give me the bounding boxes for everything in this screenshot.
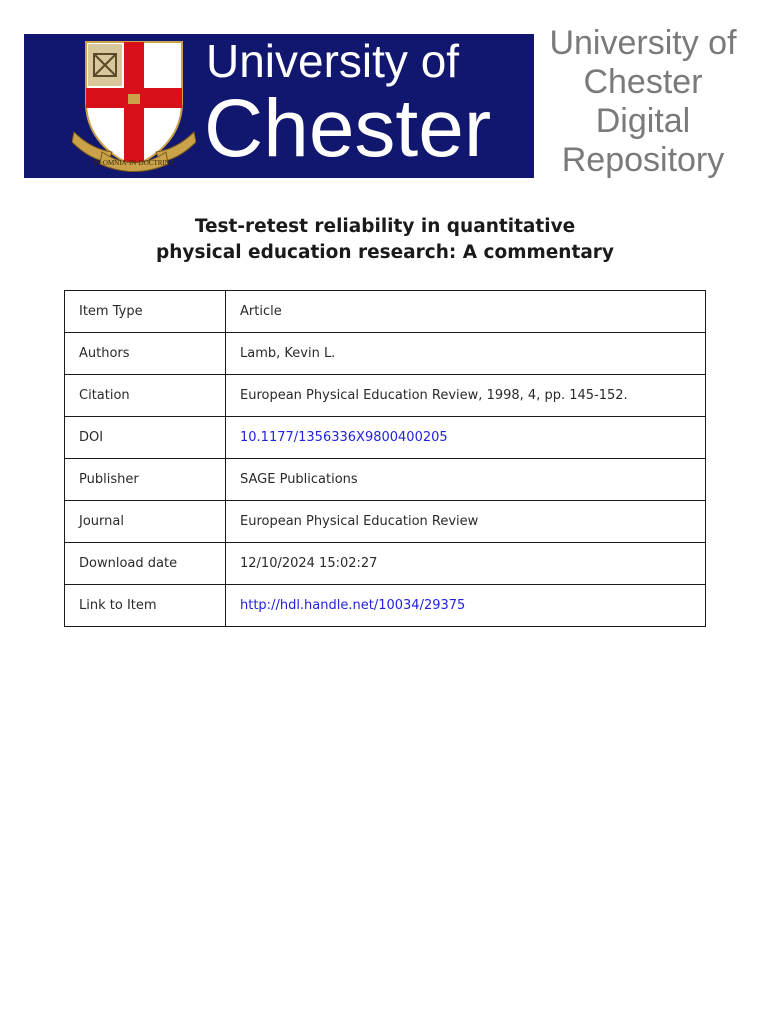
item-type-value: Article	[226, 291, 706, 333]
citation-value: European Physical Education Review, 1998, 4, pp. 145-152.	[226, 375, 706, 417]
metadata-table	[64, 290, 706, 627]
authors-value: Lamb, Kevin L.	[226, 333, 706, 375]
doi-cell	[226, 417, 706, 459]
document-title-line: Test-retest reliability in quantitative	[194, 216, 576, 237]
authors-label: Authors	[65, 333, 226, 375]
repository-title-line: University of	[549, 24, 737, 62]
repository-title-line: Digital	[595, 102, 691, 140]
coat-of-arms-icon	[72, 40, 196, 172]
publisher-label: Publisher	[65, 459, 226, 501]
journal-label: Journal	[65, 501, 226, 543]
repository-title-line: Chester	[583, 63, 703, 101]
table-row-download-date	[65, 543, 706, 585]
item-type-label: Item Type	[65, 291, 226, 333]
repository-title-line: Repository	[561, 141, 725, 179]
publisher-value: SAGE Publications	[226, 459, 706, 501]
table-row-authors	[65, 333, 706, 375]
document-title-line: physical education research: A commentary	[155, 242, 614, 263]
download-date-value: 12/10/2024 15:02:27	[226, 543, 706, 585]
item-handle-link[interactable]: http://hdl.handle.net/10034/29375	[240, 598, 466, 613]
table-row-doi	[65, 417, 706, 459]
table-row-publisher	[65, 459, 706, 501]
table-row-item-type	[65, 291, 706, 333]
table-row-link-to-item	[65, 585, 706, 627]
doi-label: DOI	[65, 417, 226, 459]
university-logo-banner	[24, 34, 534, 178]
link-to-item-cell	[226, 585, 706, 627]
table-row-journal	[65, 501, 706, 543]
motto-ribbon-text: IN·OMNIA·IN·DOCTRINA	[93, 159, 175, 167]
document-title	[100, 214, 670, 266]
citation-label: Citation	[65, 375, 226, 417]
repository-title	[540, 24, 746, 180]
logo-line-university-of: University of	[206, 35, 460, 87]
logo-line-chester: Chester	[204, 83, 492, 174]
download-date-label: Download date	[65, 543, 226, 585]
doi-link[interactable]: 10.1177/1356336X9800400205	[240, 430, 448, 445]
table-row-citation	[65, 375, 706, 417]
link-to-item-label: Link to Item	[65, 585, 226, 627]
journal-value: European Physical Education Review	[226, 501, 706, 543]
